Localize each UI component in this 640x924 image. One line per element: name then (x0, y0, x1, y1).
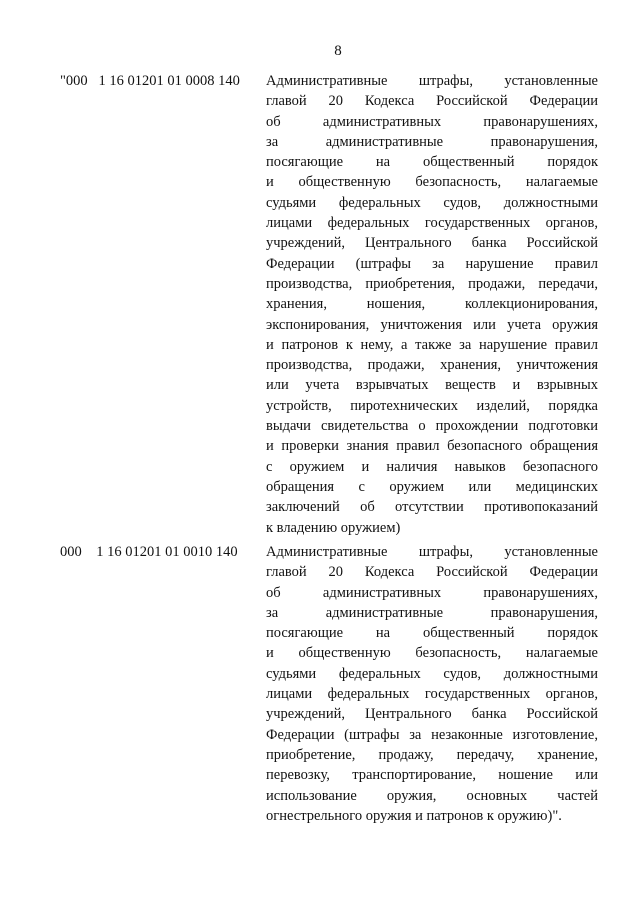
description-line: об административных правонарушениях, (266, 113, 598, 130)
description-line: об административных правонарушениях, (266, 584, 598, 601)
description-line: хранения, ношения, коллекционирования, (266, 296, 598, 313)
description-line: судьями федеральных судов, должностными (266, 665, 598, 682)
description-line: учреждений, Центрального банка Российской (266, 706, 598, 723)
entry-description (266, 542, 598, 826)
description-line: за административные правонарушения, (266, 133, 598, 150)
description-line: и проверки знания правил безопасного обращения (266, 438, 598, 455)
description-line: к владению оружием) (266, 519, 401, 536)
description-line: посягающие на общественный порядок (266, 625, 598, 642)
description-line: и патронов к нему, а также за нарушение правил (266, 336, 598, 353)
description-line: использование оружия, основных частей (266, 787, 598, 804)
description-line: и общественную безопасность, налагаемые (266, 174, 598, 191)
description-line: огнестрельного оружия и патронов к оружию)". (266, 807, 562, 824)
entry-description (266, 71, 598, 538)
budget-code: 000 1 16 01201 01 0010 140 (60, 544, 238, 560)
description-line: Административные штрафы, установленные (266, 544, 598, 560)
description-line: главой 20 Кодекса Российской Федерации (266, 564, 598, 581)
description-line: Федерации (штрафы за незаконные изготовление, (266, 726, 598, 743)
description-line: за административные правонарушения, (266, 604, 598, 621)
description-line: приобретение, продажу, передачу, хранение, (266, 746, 598, 763)
description-line: экспонирования, уничтожения или учета оружия (266, 316, 598, 333)
description-line: Федерации (штрафы за нарушение правил (266, 255, 598, 272)
description-line: лицами федеральных государственных органов, (266, 686, 598, 703)
description-line: или учета взрывчатых веществ и взрывных (266, 377, 598, 394)
page-number: 8 (334, 43, 342, 59)
description-line: заключений об отсутствии противопоказаний (266, 499, 598, 516)
description-line: перевозку, транспортирование, ношение или (266, 767, 598, 784)
description-line: лицами федеральных государственных органов, (266, 215, 598, 232)
description-line: производства, приобретения, продажи, передачи, (266, 275, 598, 292)
description-line: Административные штрафы, установленные (266, 73, 598, 89)
budget-code: "000 1 16 01201 01 0008 140 (60, 73, 240, 89)
description-line: обращения с оружием или медицинских (266, 478, 598, 495)
description-line: с оружием и наличия навыков безопасного (266, 458, 598, 475)
description-line: судьями федеральных судов, должностными (266, 194, 598, 211)
description-line: устройств, пиротехнических изделий, порядка (266, 397, 598, 414)
description-line: учреждений, Центрального банка Российской (266, 235, 598, 252)
description-line: производства, продажи, хранения, уничтожения (266, 357, 598, 374)
description-line: выдачи свидетельства о прохождении подготовки (266, 418, 598, 435)
description-line: и общественную безопасность, налагаемые (266, 645, 598, 662)
description-line: главой 20 Кодекса Российской Федерации (266, 93, 598, 110)
description-line: посягающие на общественный порядок (266, 154, 598, 171)
